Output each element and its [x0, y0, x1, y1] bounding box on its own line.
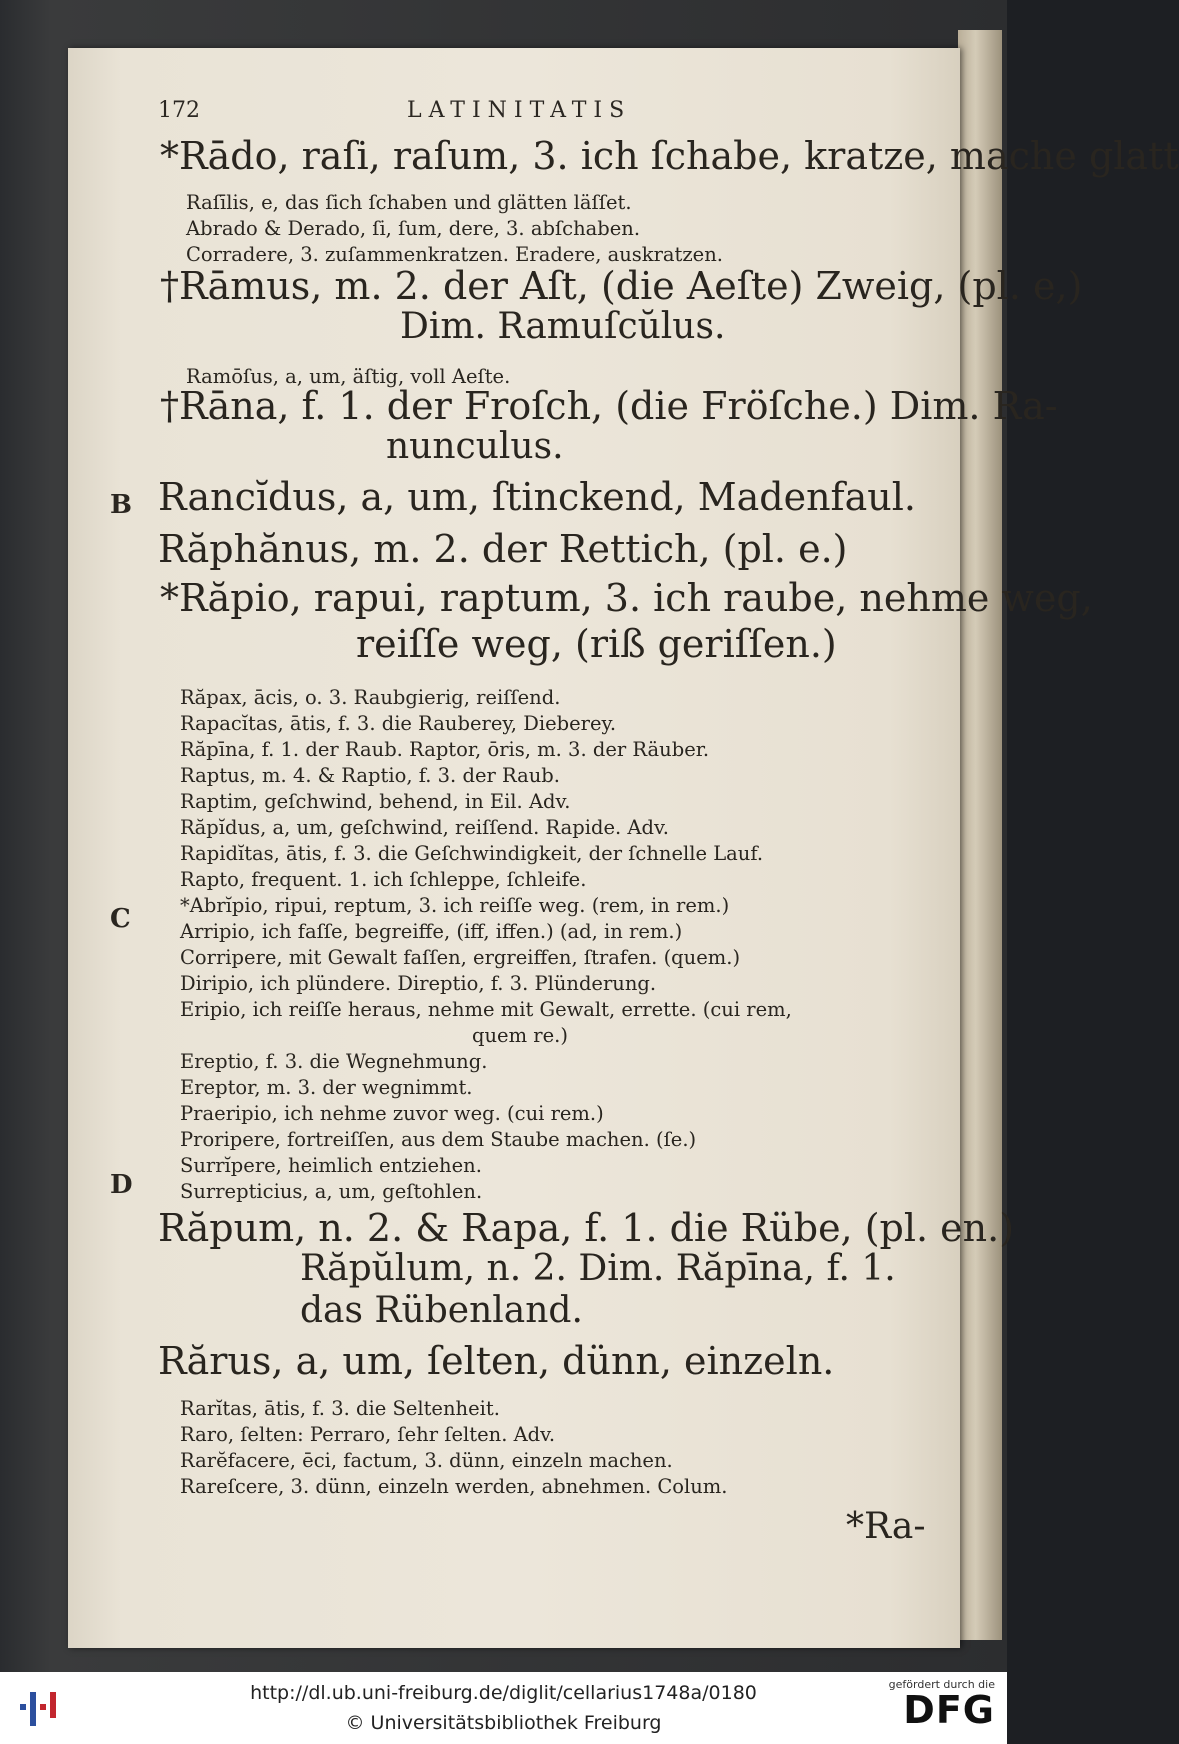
- text-line: †Rāna, f. 1. der Froſch, (die Fröſche.) Dim. Ra-: [160, 384, 1058, 428]
- text-line: *Rādo, raſi, raſum, 3. ich ſchabe, kratze, mache glatt: [160, 134, 1179, 178]
- page-number: 172: [158, 98, 200, 123]
- text-line: Praeripio, ich nehme zuvor weg. (cui rem.): [180, 1102, 604, 1125]
- text-line: Rapacĭtas, ātis, f. 3. die Rauberey, Dieberey.: [180, 712, 617, 735]
- text-line: Rarĕfacere, ēci, factum, 3. dünn, einzeln machen.: [180, 1449, 673, 1472]
- viewer-footer: [0, 1672, 1007, 1744]
- margin-letter: C: [110, 904, 131, 934]
- copyright-notice: © Universitätsbibliothek Freiburg: [345, 1712, 662, 1734]
- text-line: Raro, ſelten: Perraro, ſehr ſelten. Adv.: [180, 1423, 556, 1446]
- text-line: Corripere, mit Gewalt faſſen, ergreiffen, ſtrafen. (quem.): [180, 946, 741, 969]
- text-line: Rărus, a, um, ſelten, dünn, einzeln.: [158, 1339, 835, 1383]
- text-line: Ramōſus, a, um, äſtig, voll Aeſte.: [186, 365, 511, 388]
- text-line: Raſīlis, e, das ſich ſchaben und glätten läſſet.: [186, 191, 632, 214]
- text-line: Surrĭpere, heimlich entziehen.: [180, 1154, 482, 1177]
- text-line: reiſſe weg, (riß geriſſen.): [356, 622, 837, 666]
- text-line: Dim. Ramuſcŭlus.: [400, 306, 726, 347]
- sponsor-block: [888, 1678, 995, 1732]
- text-line: Răpŭlum, n. 2. Dim. Răpīna, f. 1.: [300, 1248, 896, 1289]
- text-line: Rapto, frequent. 1. ich ſchleppe, ſchleife.: [180, 868, 587, 891]
- text-line: *Abrĭpio, ripui, reptum, 3. ich reiſſe weg. (rem, in rem.): [180, 894, 730, 917]
- text-line: nunculus.: [386, 426, 564, 467]
- text-line: quem re.): [472, 1024, 568, 1047]
- text-line: Raptim, geſchwind, behend, in Eil. Adv.: [180, 790, 571, 813]
- text-line: das Rübenland.: [300, 1290, 583, 1331]
- permalink-url[interactable]: http://dl.ub.uni-freiburg.de/diglit/cellarius1748a/0180: [250, 1682, 757, 1704]
- text-line: Ereptor, m. 3. der wegnimmt.: [180, 1076, 473, 1099]
- text-line: Răpīna, f. 1. der Raub. Raptor, ōris, m. 3. der Räuber.: [180, 738, 710, 761]
- text-line: Diripio, ich plündere. Direptio, f. 3. Plünderung.: [180, 972, 657, 995]
- running-title: LATINITATIS: [407, 98, 632, 123]
- text-line: Rapidĭtas, ātis, f. 3. die Geſchwindigkeit, der ſchnelle Lauf.: [180, 842, 764, 865]
- text-line: Corradere, 3. zuſammenkratzen. Eradere, auskratzen.: [186, 243, 723, 266]
- text-line: Eripio, ich reiſſe heraus, nehme mit Gewalt, errette. (cui rem,: [180, 998, 792, 1021]
- text-line: Răpĭdus, a, um, geſchwind, reiſſend. Rapide. Adv.: [180, 816, 669, 839]
- text-line: Rareſcere, 3. dünn, einzeln werden, abnehmen. Colum.: [180, 1475, 728, 1498]
- page-header: [92, 98, 692, 128]
- text-line: Surrepticius, a, um, geſtohlen.: [180, 1180, 483, 1203]
- dfg-logo: DFG: [903, 1688, 995, 1732]
- text-line: Rancĭdus, a, um, ſtinckend, Madenfaul.: [158, 475, 916, 519]
- text-line: Arripio, ich faſſe, begreiffe, (iff, iffen.) (ad, in rem.): [180, 920, 683, 943]
- text-line: Rarĭtas, ātis, f. 3. die Seltenheit.: [180, 1397, 500, 1420]
- text-line: *Ra-: [846, 1506, 926, 1547]
- margin-letter: B: [110, 490, 132, 520]
- text-line: Ereptio, f. 3. die Wegnehmung.: [180, 1050, 488, 1073]
- text-line: *Răpio, rapui, raptum, 3. ich raube, nehme weg,: [160, 576, 1093, 620]
- text-line: Abrado & Derado, ſi, ſum, dere, 3. abſchaben.: [186, 217, 641, 240]
- sponsor-line: gefördert durch die: [888, 1678, 995, 1691]
- text-line: Răpum, n. 2. & Rapa, f. 1. die Rübe, (pl. en.): [158, 1206, 1015, 1250]
- text-line: Răpax, ācis, o. 3. Raubgierig, reiſſend.: [180, 686, 561, 709]
- text-line: Răphănus, m. 2. der Rettich, (pl. e.): [158, 527, 848, 571]
- text-line: †Rāmus, m. 2. der Aſt, (die Aeſte) Zweig, (pl. e,): [160, 264, 1083, 308]
- margin-letter: D: [110, 1170, 133, 1200]
- text-line: Proripere, fortreiſſen, aus dem Staube machen. (ſe.): [180, 1128, 697, 1151]
- text-line: Raptus, m. 4. & Raptio, f. 3. der Raub.: [180, 764, 560, 787]
